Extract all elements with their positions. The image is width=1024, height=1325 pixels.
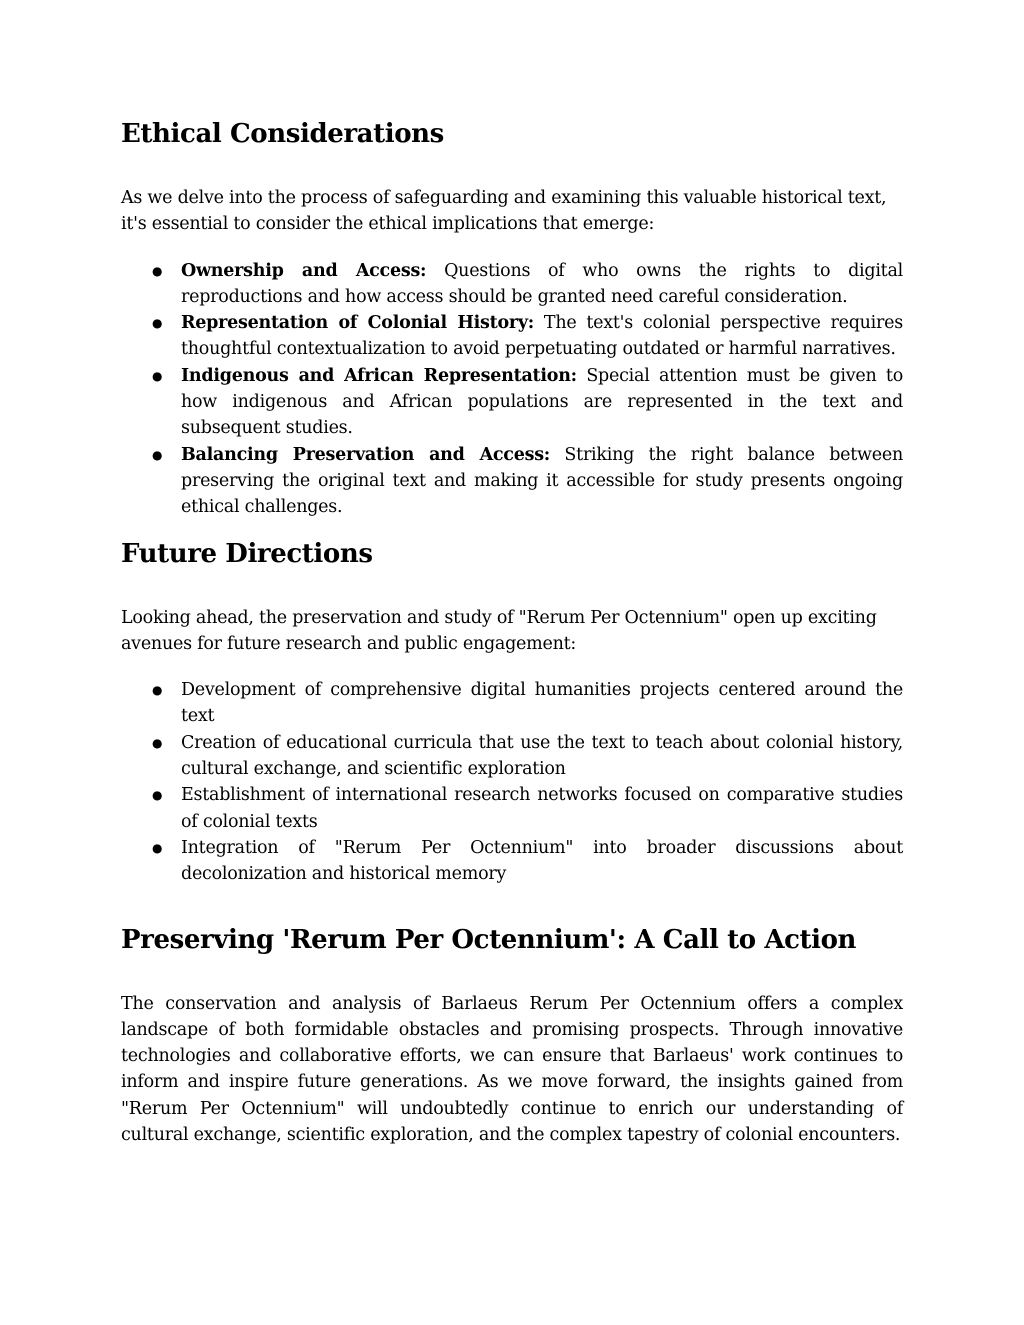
section-heading-call-to-action: Preserving 'Rerum Per Octennium': A Call to Action xyxy=(121,924,857,955)
section-heading-ethical-considerations: Ethical Considerations xyxy=(121,119,444,149)
list-item-term: Indigenous and African Representation: xyxy=(181,365,577,386)
list-item xyxy=(121,258,903,311)
list-item-text: The text's colonial perspective requires thoughtful contextualization to avoid perpetuating outdated or harmful narratives. xyxy=(181,313,903,360)
section-heading-future-directions: Future Directions xyxy=(121,538,373,569)
future-bullet-list xyxy=(121,677,903,887)
list-item: ● Integration of "Rerum Per Octennium" into broader discussions about decolonization and historical memory xyxy=(121,835,903,888)
future-intro-paragraph: Looking ahead, the preservation and study of "Rerum Per Octennium" open up exciting avenues for future research and public engagement: xyxy=(121,607,877,654)
list-item-term: Ownership and Access: xyxy=(181,260,427,281)
list-item-text: Striking the right balance between preserving the original text and making it accessible for study presents ongoing ethical challenges. xyxy=(181,444,903,518)
list-item: ● Development of comprehensive digital humanities projects centered around the text xyxy=(121,677,903,730)
list-item-term: Balancing Preservation and Access: xyxy=(181,444,551,465)
list-item-term: Representation of Colonial History: xyxy=(181,313,534,334)
list-item xyxy=(121,442,903,521)
ethics-bullet-list xyxy=(121,258,903,521)
list-item: ● Establishment of international research networks focused on comparative studies of colonial texts xyxy=(121,782,903,835)
list-item xyxy=(121,363,903,442)
list-item xyxy=(121,310,903,363)
list-item-text: Questions of who owns the rights to digital reproductions and how access should be granted need careful consideration. xyxy=(181,260,903,307)
document-page xyxy=(121,105,903,1148)
list-item-text: Special attention must be given to how indigenous and African populations are represented in the text and subsequent studies. xyxy=(181,365,904,439)
ethics-intro-paragraph: As we delve into the process of safeguarding and examining this valuable historical text, it's essential to consider the ethical implications that emerge: xyxy=(121,188,887,235)
call-to-action-paragraph: The conservation and analysis of Barlaeus Rerum Per Octennium offers a complex landscape of both formidable obstacles and promising prospects. Through innovative technologies and collaborative efforts, we can ensure that Barlaeus' work continues to inform and inspire future generations. As we move forward, the insights gained from "Rerum Per Octennium" will undoubtedly continue to enrich our understanding of cultural exchange, scientific exploration, and the complex tapestry of colonial encounters. xyxy=(121,993,903,1146)
list-item: ● Creation of educational curricula that use the text to teach about colonial history, cultural exchange, and scientific exploration xyxy=(121,730,903,783)
